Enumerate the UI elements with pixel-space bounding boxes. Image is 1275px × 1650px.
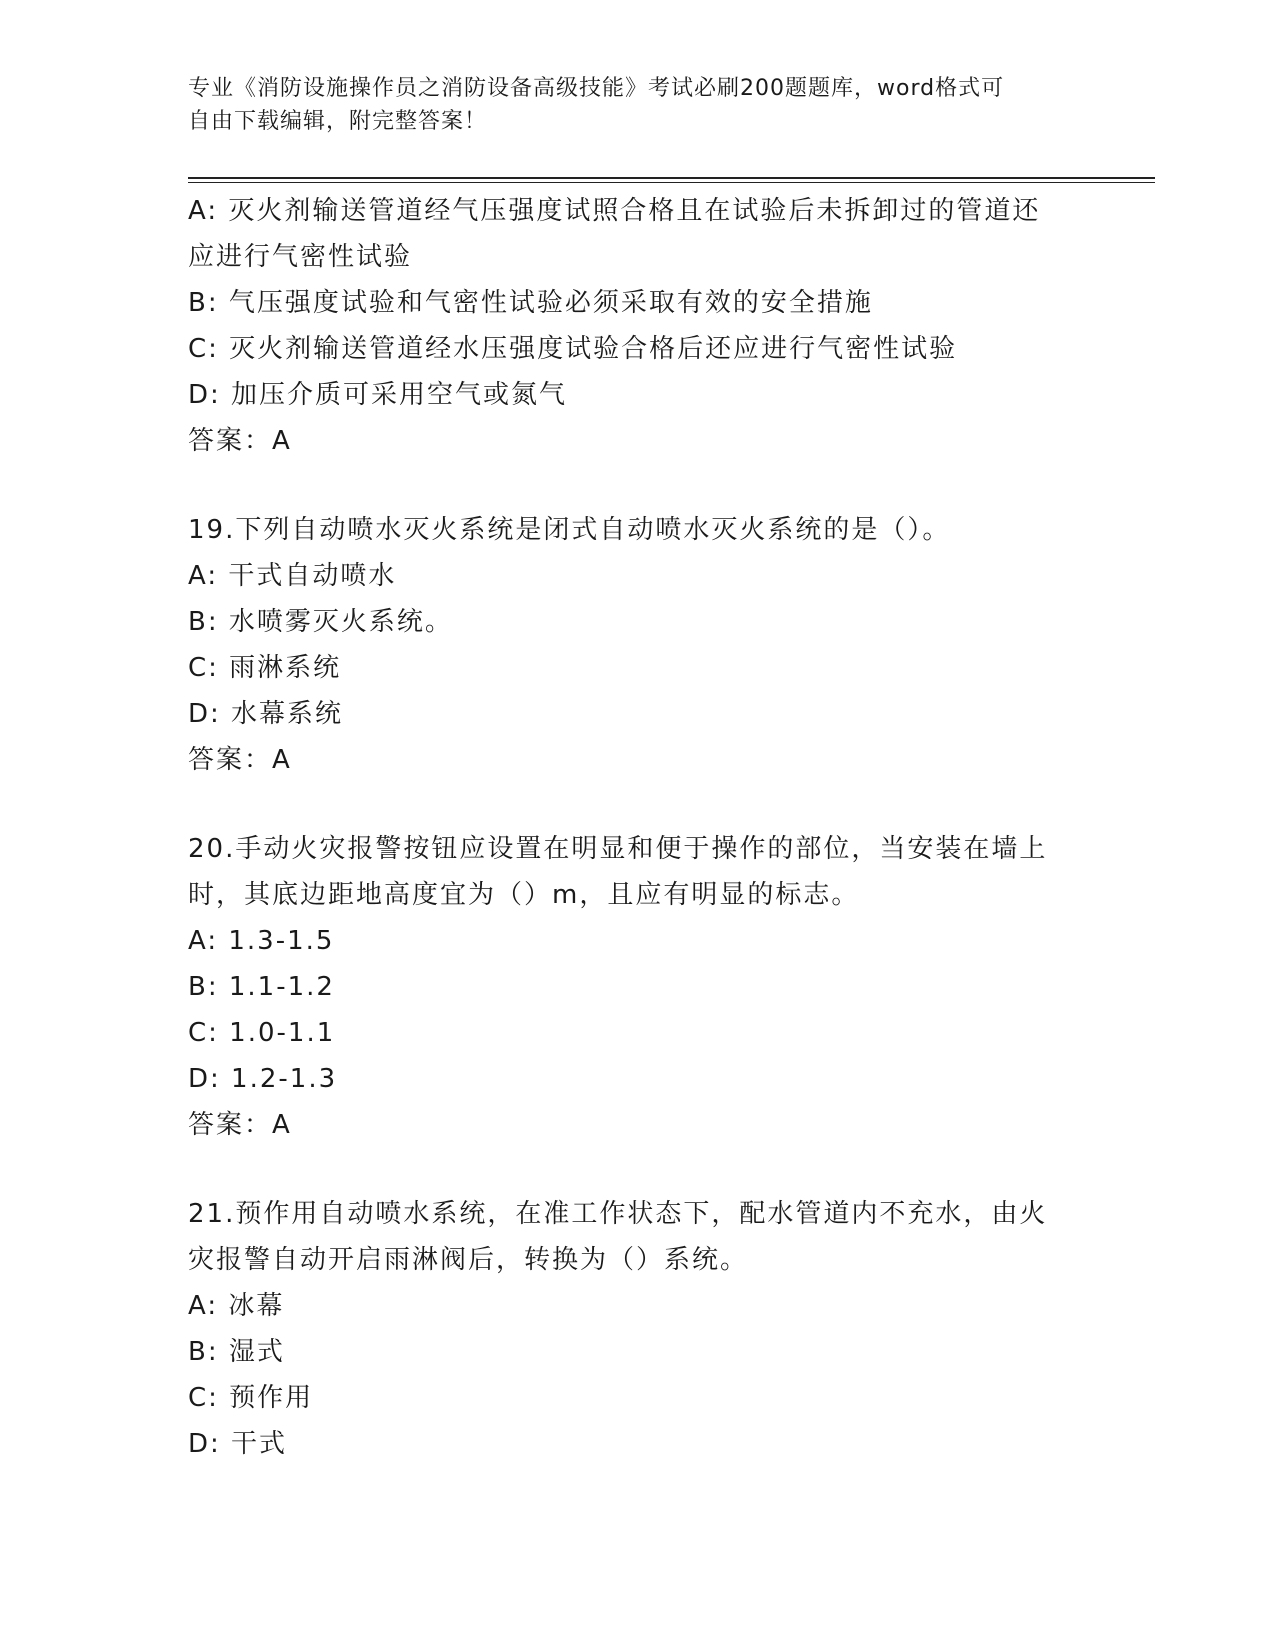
- question-20-option-c: C: 1.0-1.1: [188, 1018, 336, 1048]
- question-21-stem-line-1: 21.预作用自动喷水系统，在准工作状态下，配水管道内不充水，由火: [188, 1199, 1048, 1229]
- header-line-1: 专业《消防设施操作员之消防设备高级技能》考试必刷200题题库，word格式可: [188, 76, 1005, 101]
- question-19-option-c: C: 雨淋系统: [188, 653, 342, 683]
- header-line-2: 自由下载编辑，附完整答案！: [188, 109, 488, 134]
- spacer: [188, 783, 1088, 826]
- question-19-answer: 答案：A: [188, 745, 292, 775]
- header-divider: [188, 177, 1155, 183]
- question-content: [188, 188, 1088, 1467]
- question-20-option-b: B: 1.1-1.2: [188, 972, 335, 1002]
- option-a-line-2: 应进行气密性试验: [188, 242, 413, 272]
- question-21-option-a: A: 冰幕: [188, 1291, 285, 1321]
- spacer: [188, 1148, 1088, 1191]
- question-20-stem-line-1: 20.手动火灾报警按钮应设置在明显和便于操作的部位，当安装在墙上: [188, 834, 1048, 864]
- question-21-option-d: D: 干式: [188, 1429, 288, 1459]
- question-20-option-d: D: 1.2-1.3: [188, 1064, 338, 1094]
- question-20-stem-line-2: 时，其底边距地高度宜为（）m，且应有明显的标志。: [188, 880, 860, 910]
- question-19-option-a: A: 干式自动喷水: [188, 561, 397, 591]
- question-21-stem-line-2: 灾报警自动开启雨淋阀后，转换为（）系统。: [188, 1245, 749, 1275]
- answer-label: 答案：A: [188, 426, 292, 456]
- option-b: B: 气压强度试验和气密性试验必须采取有效的安全措施: [188, 288, 873, 318]
- option-a-line-1: A: 灭火剂输送管道经气压强度试照合格且在试验后未拆卸过的管道还: [188, 196, 1041, 226]
- spacer: [188, 464, 1088, 507]
- question-19-option-d: D: 水幕系统: [188, 699, 344, 729]
- question-20-option-a: A: 1.3-1.5: [188, 926, 335, 956]
- question-19-option-b: B: 水喷雾灭火系统。: [188, 607, 453, 637]
- option-c: C: 灭火剂输送管道经水压强度试验合格后还应进行气密性试验: [188, 334, 958, 364]
- question-21-option-b: B: 湿式: [188, 1337, 285, 1367]
- question-20-answer: 答案：A: [188, 1110, 292, 1140]
- document-header: [188, 72, 1068, 138]
- question-21-option-c: C: 预作用: [188, 1383, 314, 1413]
- option-d: D: 加压介质可采用空气或氮气: [188, 380, 568, 410]
- question-19-stem: 19.下列自动喷水灭火系统是闭式自动喷水灭火系统的是（）。: [188, 515, 951, 545]
